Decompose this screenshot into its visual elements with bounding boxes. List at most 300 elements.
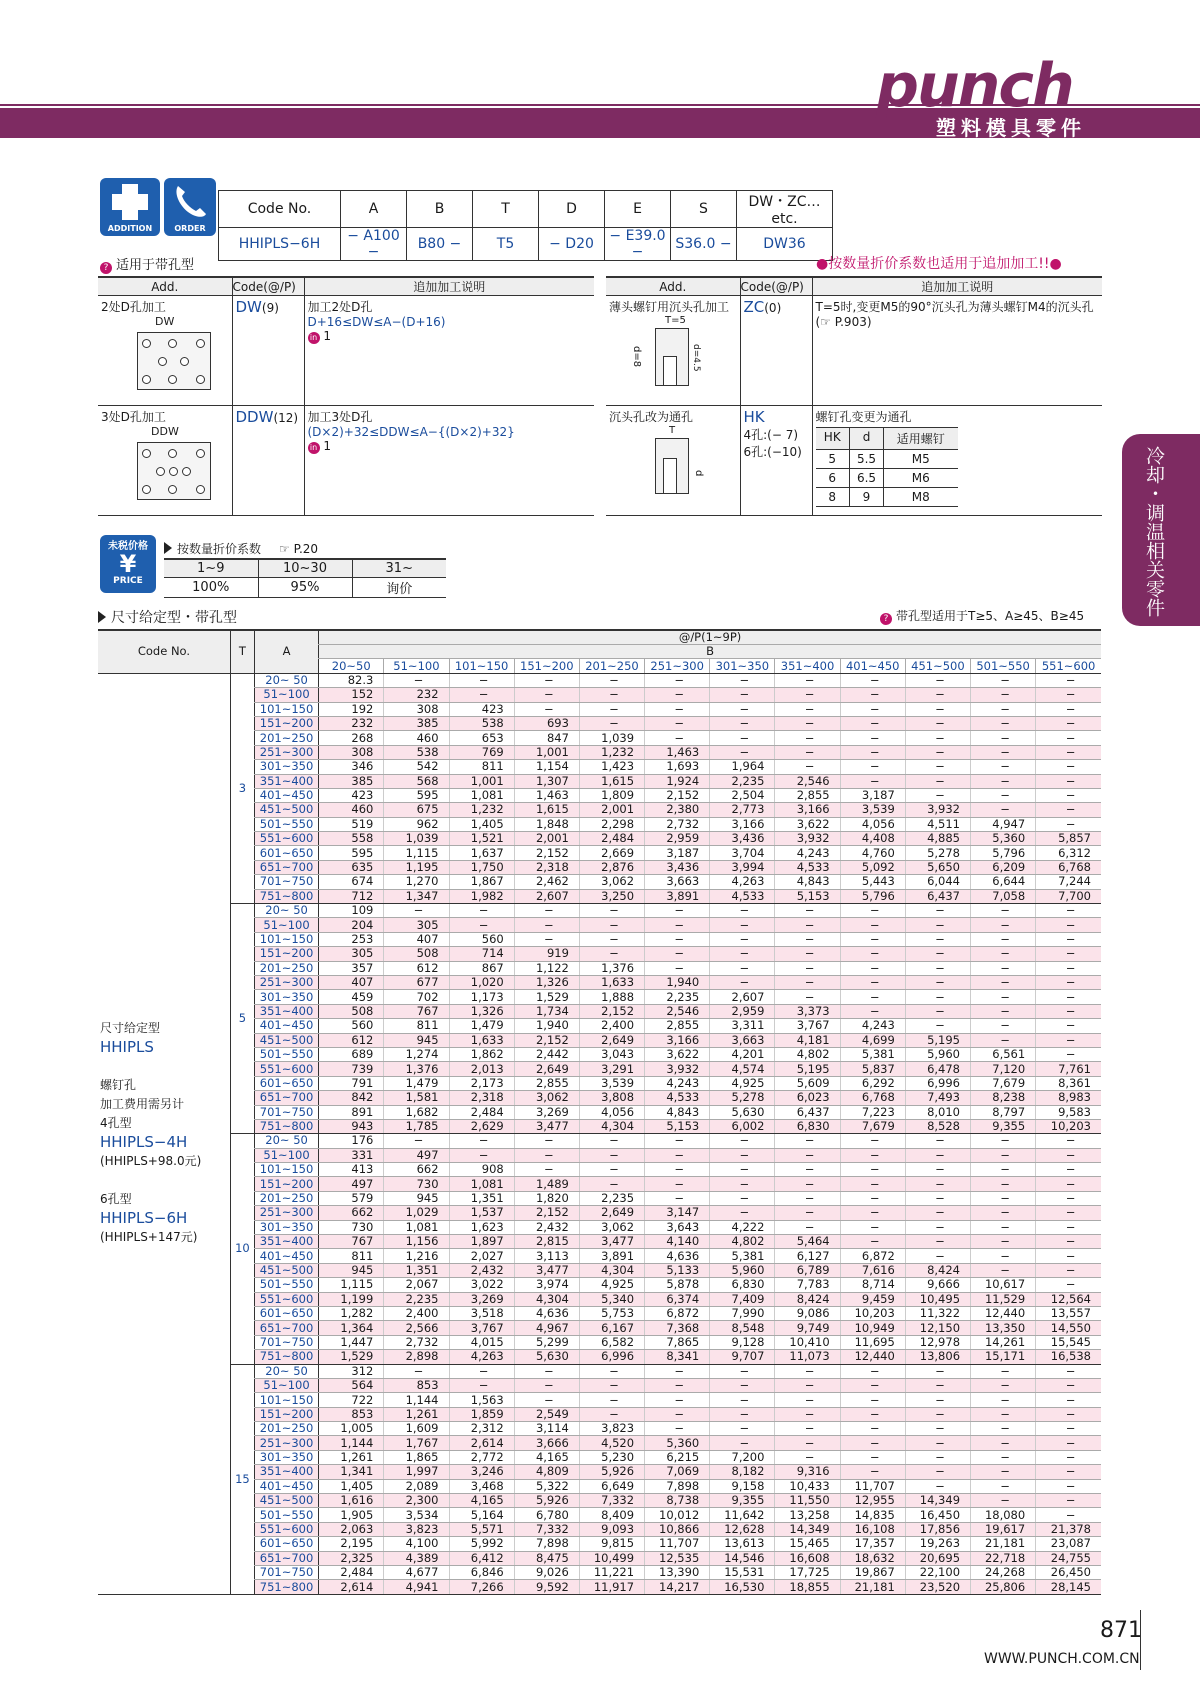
price-cell: 1,261 [384,1407,449,1421]
price-factor-table [164,558,446,598]
price-cell: 1,307 [514,774,579,788]
price-cell: 8,714 [840,1278,905,1292]
price-cell: − [775,975,840,989]
price-cell: 2,649 [579,1206,644,1220]
a-range: 701~750 [254,1566,318,1580]
code-table-values [219,228,833,261]
price-cell: 312 [319,1364,384,1378]
price-cell: 1,405 [319,1479,384,1493]
price-table [98,629,1101,1595]
price-cell: 3,666 [514,1436,579,1450]
price-cell: 10,495 [905,1292,970,1306]
price-cell: 1,144 [319,1436,384,1450]
hk-cell: M6 [884,469,958,488]
price-cell: 4,165 [449,1494,514,1508]
price-cell: 2,566 [384,1321,449,1335]
price-cell: 4,843 [645,1105,710,1119]
price-cell: − [579,1148,644,1162]
price-cell: 3,808 [579,1091,644,1105]
price-cell: − [840,904,905,918]
price-cell: − [905,918,970,932]
table-row [98,1364,1101,1378]
price-cell: 4,677 [384,1566,449,1580]
price-cell: 3,187 [645,846,710,860]
price-cell: 2,484 [579,832,644,846]
price-cell: 9,749 [775,1321,840,1335]
price-cell: 1,270 [384,875,449,889]
price-cell: 867 [449,961,514,975]
price-cell: 2,089 [384,1479,449,1493]
add-header-code: Code(@/P) [232,277,304,296]
code-header-cell: D [539,191,605,228]
price-cell: − [1036,788,1101,802]
b-range-header: 20~50 [319,659,384,673]
price-cell: 568 [384,774,449,788]
price-cell: − [645,1364,710,1378]
price-cell: − [905,990,970,1004]
price-cell: 2,400 [384,1306,449,1320]
b-range-header: 501~550 [971,659,1036,673]
price-cell: − [905,1479,970,1493]
price-cell: − [710,975,775,989]
price-cell: 4,222 [710,1220,775,1234]
t-value: 10 [230,1134,254,1364]
price-cell: − [645,961,710,975]
price-cell: 7,223 [840,1105,905,1119]
plate-diagram [137,442,211,500]
price-cell: − [971,1249,1036,1263]
code-table-header [219,191,833,228]
price-cell: − [775,731,840,745]
order-label: ORDER [174,224,206,233]
code-value-cell: DW36 [737,228,833,261]
a-range: 151~200 [254,947,318,961]
price-cell: − [449,904,514,918]
a-range: 101~150 [254,932,318,946]
price-cell: 4,243 [775,846,840,860]
price-cell: − [905,774,970,788]
price-cell: 1,232 [579,745,644,759]
price-cell: 6,830 [775,1119,840,1133]
price-cell: 4,802 [710,1235,775,1249]
price-cell: − [514,688,579,702]
price-cell: − [905,932,970,946]
price-cell: − [579,673,644,687]
add-row [606,296,1102,406]
price-cell: 714 [449,947,514,961]
a-range: 601~650 [254,1306,318,1320]
price-cell: − [1036,745,1101,759]
price-cell: 5,360 [971,832,1036,846]
price-cell: − [775,1422,840,1436]
price-cell: − [1036,1047,1101,1061]
price-cell: 4,760 [840,846,905,860]
size-title: 尺寸给定型・带孔型 [111,610,237,626]
price-cell: 677 [384,975,449,989]
price-cell: − [775,1378,840,1392]
hole-icon [168,375,177,384]
price-cell: 7,493 [905,1091,970,1105]
price-cell: 17,856 [905,1522,970,1536]
price-cell: 5,650 [905,860,970,874]
price-cell: 6,768 [1036,860,1101,874]
price-cell: 14,349 [905,1494,970,1508]
price-cell: 8,424 [905,1263,970,1277]
price-cell: − [775,1148,840,1162]
price-cell: − [645,716,710,730]
price-cell: 3,477 [514,1119,579,1133]
price-cell: 5,443 [840,875,905,889]
price-cell: − [840,702,905,716]
price-cell: 2,669 [579,846,644,860]
price-cell: 730 [319,1220,384,1234]
price-cell: 1,862 [449,1047,514,1061]
price-cell: − [905,788,970,802]
price-cell: 5,381 [840,1047,905,1061]
code-note-line: HHIPLS−6H [100,1208,188,1227]
price-cell: 192 [319,702,384,716]
price-cell: 1,463 [514,788,579,802]
price-cell: 7,368 [645,1321,710,1335]
price-factor-values [164,577,446,597]
price-cell: 11,642 [710,1508,775,1522]
price-cell: − [514,1393,579,1407]
price-cell: 3,477 [579,1235,644,1249]
price-cell: − [905,1407,970,1421]
price-cell: 11,221 [579,1566,644,1580]
price-cell: 1,867 [449,875,514,889]
price-cell: 9,815 [579,1537,644,1551]
code-note-line: (HHIPLS+147元) [100,1229,198,1244]
price-cell: − [905,1004,970,1018]
price-cell: 11,322 [905,1306,970,1320]
price-cell: 7,332 [514,1522,579,1536]
price-cell: 2,732 [645,817,710,831]
hole-icon [169,467,178,476]
price-cell: 5,299 [514,1335,579,1349]
price-cell: 2,815 [514,1235,579,1249]
price-cell: 3,043 [579,1047,644,1061]
price-cell: 1,081 [384,1220,449,1234]
price-cell: 4,100 [384,1537,449,1551]
price-cell: − [449,688,514,702]
price-cell: 722 [319,1393,384,1407]
price-cell: − [384,673,449,687]
price-cell: 21,181 [971,1537,1036,1551]
price-cell: 3,932 [645,1062,710,1076]
add-table-left [98,276,594,516]
price-cell: 7,898 [514,1537,579,1551]
price-cell: 3,974 [514,1278,579,1292]
price-cell: 16,530 [710,1580,775,1594]
price-cell: 2,152 [514,1033,579,1047]
price-cell: 5,322 [514,1479,579,1493]
price-cell: 2,614 [449,1436,514,1450]
price-cell: − [971,1436,1036,1450]
price-cell: 564 [319,1378,384,1392]
a-range: 20~ 50 [254,1364,318,1378]
price-cell: 1,351 [449,1191,514,1205]
price-cell: 1,623 [449,1220,514,1234]
price-cell: − [710,1422,775,1436]
a-range: 601~650 [254,1076,318,1090]
price-cell: 3,250 [579,889,644,903]
b-range-header: 551~600 [1036,659,1101,673]
price-cell: 4,636 [645,1249,710,1263]
price-cell: 1,940 [645,975,710,989]
a-range: 351~400 [254,1465,318,1479]
price-cell: 1,351 [384,1263,449,1277]
price-factor-ref: ☞ P.20 [279,542,319,556]
code-note-line: 螺钉孔 [100,1077,137,1092]
price-cell: 423 [449,702,514,716]
price-cell: 11,707 [840,1479,905,1493]
price-cell: − [1036,1393,1101,1407]
price-cell: − [971,1378,1036,1392]
price-cell: 9,026 [514,1566,579,1580]
price-cell: − [579,1163,644,1177]
price-cell: − [710,1191,775,1205]
price-cell: 497 [384,1148,449,1162]
price-cell: − [579,1134,644,1148]
plate-diagram [137,332,211,390]
price-cell: − [645,673,710,687]
price-cell: 2,300 [384,1494,449,1508]
info-icon: ? [880,613,892,625]
price-cell: − [905,760,970,774]
price-cell: 5,837 [840,1062,905,1076]
hk-header: d [850,428,884,450]
price-icon-bottom: PRICE [113,576,143,586]
a-range: 501~550 [254,1047,318,1061]
price-cell: 1,637 [449,846,514,860]
price-cell: 6,312 [1036,846,1101,860]
price-cell: − [449,673,514,687]
price-cell: 2,027 [449,1249,514,1263]
price-cell: − [645,1422,710,1436]
price-cell: 6,437 [905,889,970,903]
price-cell: − [971,961,1036,975]
price-cell: − [905,745,970,759]
price-cell: 2,484 [319,1566,384,1580]
price-cell: − [840,760,905,774]
code-header-cell: E [605,191,671,228]
price-cell: 2,001 [579,803,644,817]
price-cell: 2,195 [319,1537,384,1551]
price-cell: 14,546 [710,1551,775,1565]
price-cell: − [905,961,970,975]
price-cell: − [971,1134,1036,1148]
price-cell: − [840,1422,905,1436]
price-cell: 26,450 [1036,1566,1101,1580]
price-cell: 3,622 [775,817,840,831]
price-cell: − [1036,803,1101,817]
price-cell: − [1036,1450,1101,1464]
price-cell: − [840,918,905,932]
price-cell: 9,583 [1036,1105,1101,1119]
a-range: 351~400 [254,1004,318,1018]
price-cell: 5,630 [710,1105,775,1119]
price-cell: 8,182 [710,1465,775,1479]
price-factor-cell: 询价 [352,577,446,597]
hole-icon [182,467,191,476]
add-desc: 加工3处D孔 [307,410,373,424]
price-cell: 346 [319,760,384,774]
price-cell: − [971,803,1036,817]
add-row [98,296,594,406]
price-cell: 5,926 [514,1494,579,1508]
price-cell: 4,967 [514,1321,579,1335]
price-cell: 853 [384,1378,449,1392]
price-cell: 4,181 [775,1033,840,1047]
price-cell: − [971,1494,1036,1508]
price-cell: − [1036,1407,1101,1421]
price-cell: 2,649 [579,1033,644,1047]
a-range: 401~450 [254,1019,318,1033]
price-cell: 4,636 [514,1306,579,1320]
price-cell: − [971,932,1036,946]
price-cell: − [971,904,1036,918]
price-cell: 1,326 [514,975,579,989]
price-cell: 16,538 [1036,1350,1101,1364]
price-cell: 8,475 [514,1551,579,1565]
price-cell: − [840,975,905,989]
price-cell: 14,835 [840,1508,905,1522]
price-cell: 1,633 [449,1033,514,1047]
price-cell: − [971,947,1036,961]
price-cell: 232 [319,716,384,730]
add-desc: 螺钉孔变更为通孔 [815,410,912,424]
add-name: 3处D孔加工 [101,410,166,424]
price-cell: 1,848 [514,817,579,831]
price-cell: 1,341 [319,1465,384,1479]
price-cell: − [840,1163,905,1177]
price-cell: − [710,1206,775,1220]
price-cell: 9,086 [775,1306,840,1320]
price-cell: − [840,1436,905,1450]
price-cell: 5,381 [710,1249,775,1263]
add-desc: T=5时,变更M5的90°沉头孔为薄头螺钉M4的沉头孔(☞ P.903) [815,300,1094,329]
price-cell: 3,187 [840,788,905,802]
price-cell: − [840,961,905,975]
price-cell: 4,947 [971,817,1036,831]
price-cell: 5,340 [579,1292,644,1306]
price-cell: − [645,702,710,716]
price-cell: 791 [319,1076,384,1090]
price-cell: 3,663 [645,875,710,889]
price-cell: − [840,1134,905,1148]
add-price: (9) [261,301,279,315]
price-cell: 1,682 [384,1105,449,1119]
code-value-cell: − E39.0 − [605,228,671,261]
price-cell: − [645,688,710,702]
price-cell: − [710,673,775,687]
price-cell: − [840,1407,905,1421]
add-row [98,406,594,516]
a-range: 451~500 [254,1494,318,1508]
a-range: 101~150 [254,702,318,716]
price-cell: − [449,918,514,932]
category-tab[interactable] [1122,434,1200,626]
code-note-line: 加工费用需另计 [100,1096,185,1111]
price-cell: − [710,1134,775,1148]
code-value-cell: − D20 [539,228,605,261]
price-cell: − [971,1479,1036,1493]
price-cell: − [1036,975,1101,989]
size-heading [98,607,237,627]
price-cell: − [1036,1134,1101,1148]
price-cell: 1,982 [449,889,514,903]
price-cell: − [1036,673,1101,687]
price-cell: 16,108 [840,1522,905,1536]
price-cell: − [645,1148,710,1162]
price-cell: − [1036,1436,1101,1450]
price-cell: − [775,673,840,687]
price-cell: 3,932 [905,803,970,817]
price-cell: 1,734 [514,1004,579,1018]
price-cell: − [775,745,840,759]
price-cell: 2,773 [710,803,775,817]
price-cell: 739 [319,1062,384,1076]
price-cell: − [579,1407,644,1421]
price-cell: 1,029 [384,1206,449,1220]
price-cell: − [710,918,775,932]
price-cell: 3,022 [449,1278,514,1292]
price-cell: 1,521 [449,832,514,846]
price-cell: − [710,1177,775,1191]
price-cell: − [775,1364,840,1378]
a-range: 551~600 [254,1062,318,1076]
price-cell: − [514,932,579,946]
price-cell: 2,235 [645,990,710,1004]
price-cell: − [775,961,840,975]
price-cell: − [1036,1422,1101,1436]
a-range: 51~100 [254,688,318,702]
price-cell: 2,235 [710,774,775,788]
price-cell: − [645,1407,710,1421]
price-cell: 1,347 [384,889,449,903]
price-cell: 3,643 [645,1220,710,1234]
code-header-cell: B [407,191,473,228]
price-cell: 3,062 [579,875,644,889]
price-cell: 7,058 [971,889,1036,903]
a-range: 351~400 [254,774,318,788]
price-cell: − [1036,1163,1101,1177]
price-cell: 3,062 [579,1220,644,1234]
a-range: 251~300 [254,1206,318,1220]
a-range: 301~350 [254,1450,318,1464]
price-cell: 1,479 [449,1019,514,1033]
price-cell: − [1036,990,1101,1004]
a-range: 201~250 [254,731,318,745]
a-range: 701~750 [254,1105,318,1119]
order-icon [164,178,216,236]
price-cell: 4,389 [384,1551,449,1565]
price-factor-cell: 95% [258,577,352,597]
price-cell: 23,087 [1036,1537,1101,1551]
price-cell: − [971,1163,1036,1177]
price-cell: 6,002 [710,1119,775,1133]
hk-header: 适用螺钉 [884,428,958,450]
price-cell: 560 [319,1019,384,1033]
price-cell: 1,195 [384,860,449,874]
price-cell: 11,695 [840,1335,905,1349]
price-cell: − [971,1191,1036,1205]
price-cell: − [1036,1278,1101,1292]
price-cell: − [840,731,905,745]
price-cell: 17,357 [840,1537,905,1551]
price-factor-cell: 1~9 [164,559,258,577]
